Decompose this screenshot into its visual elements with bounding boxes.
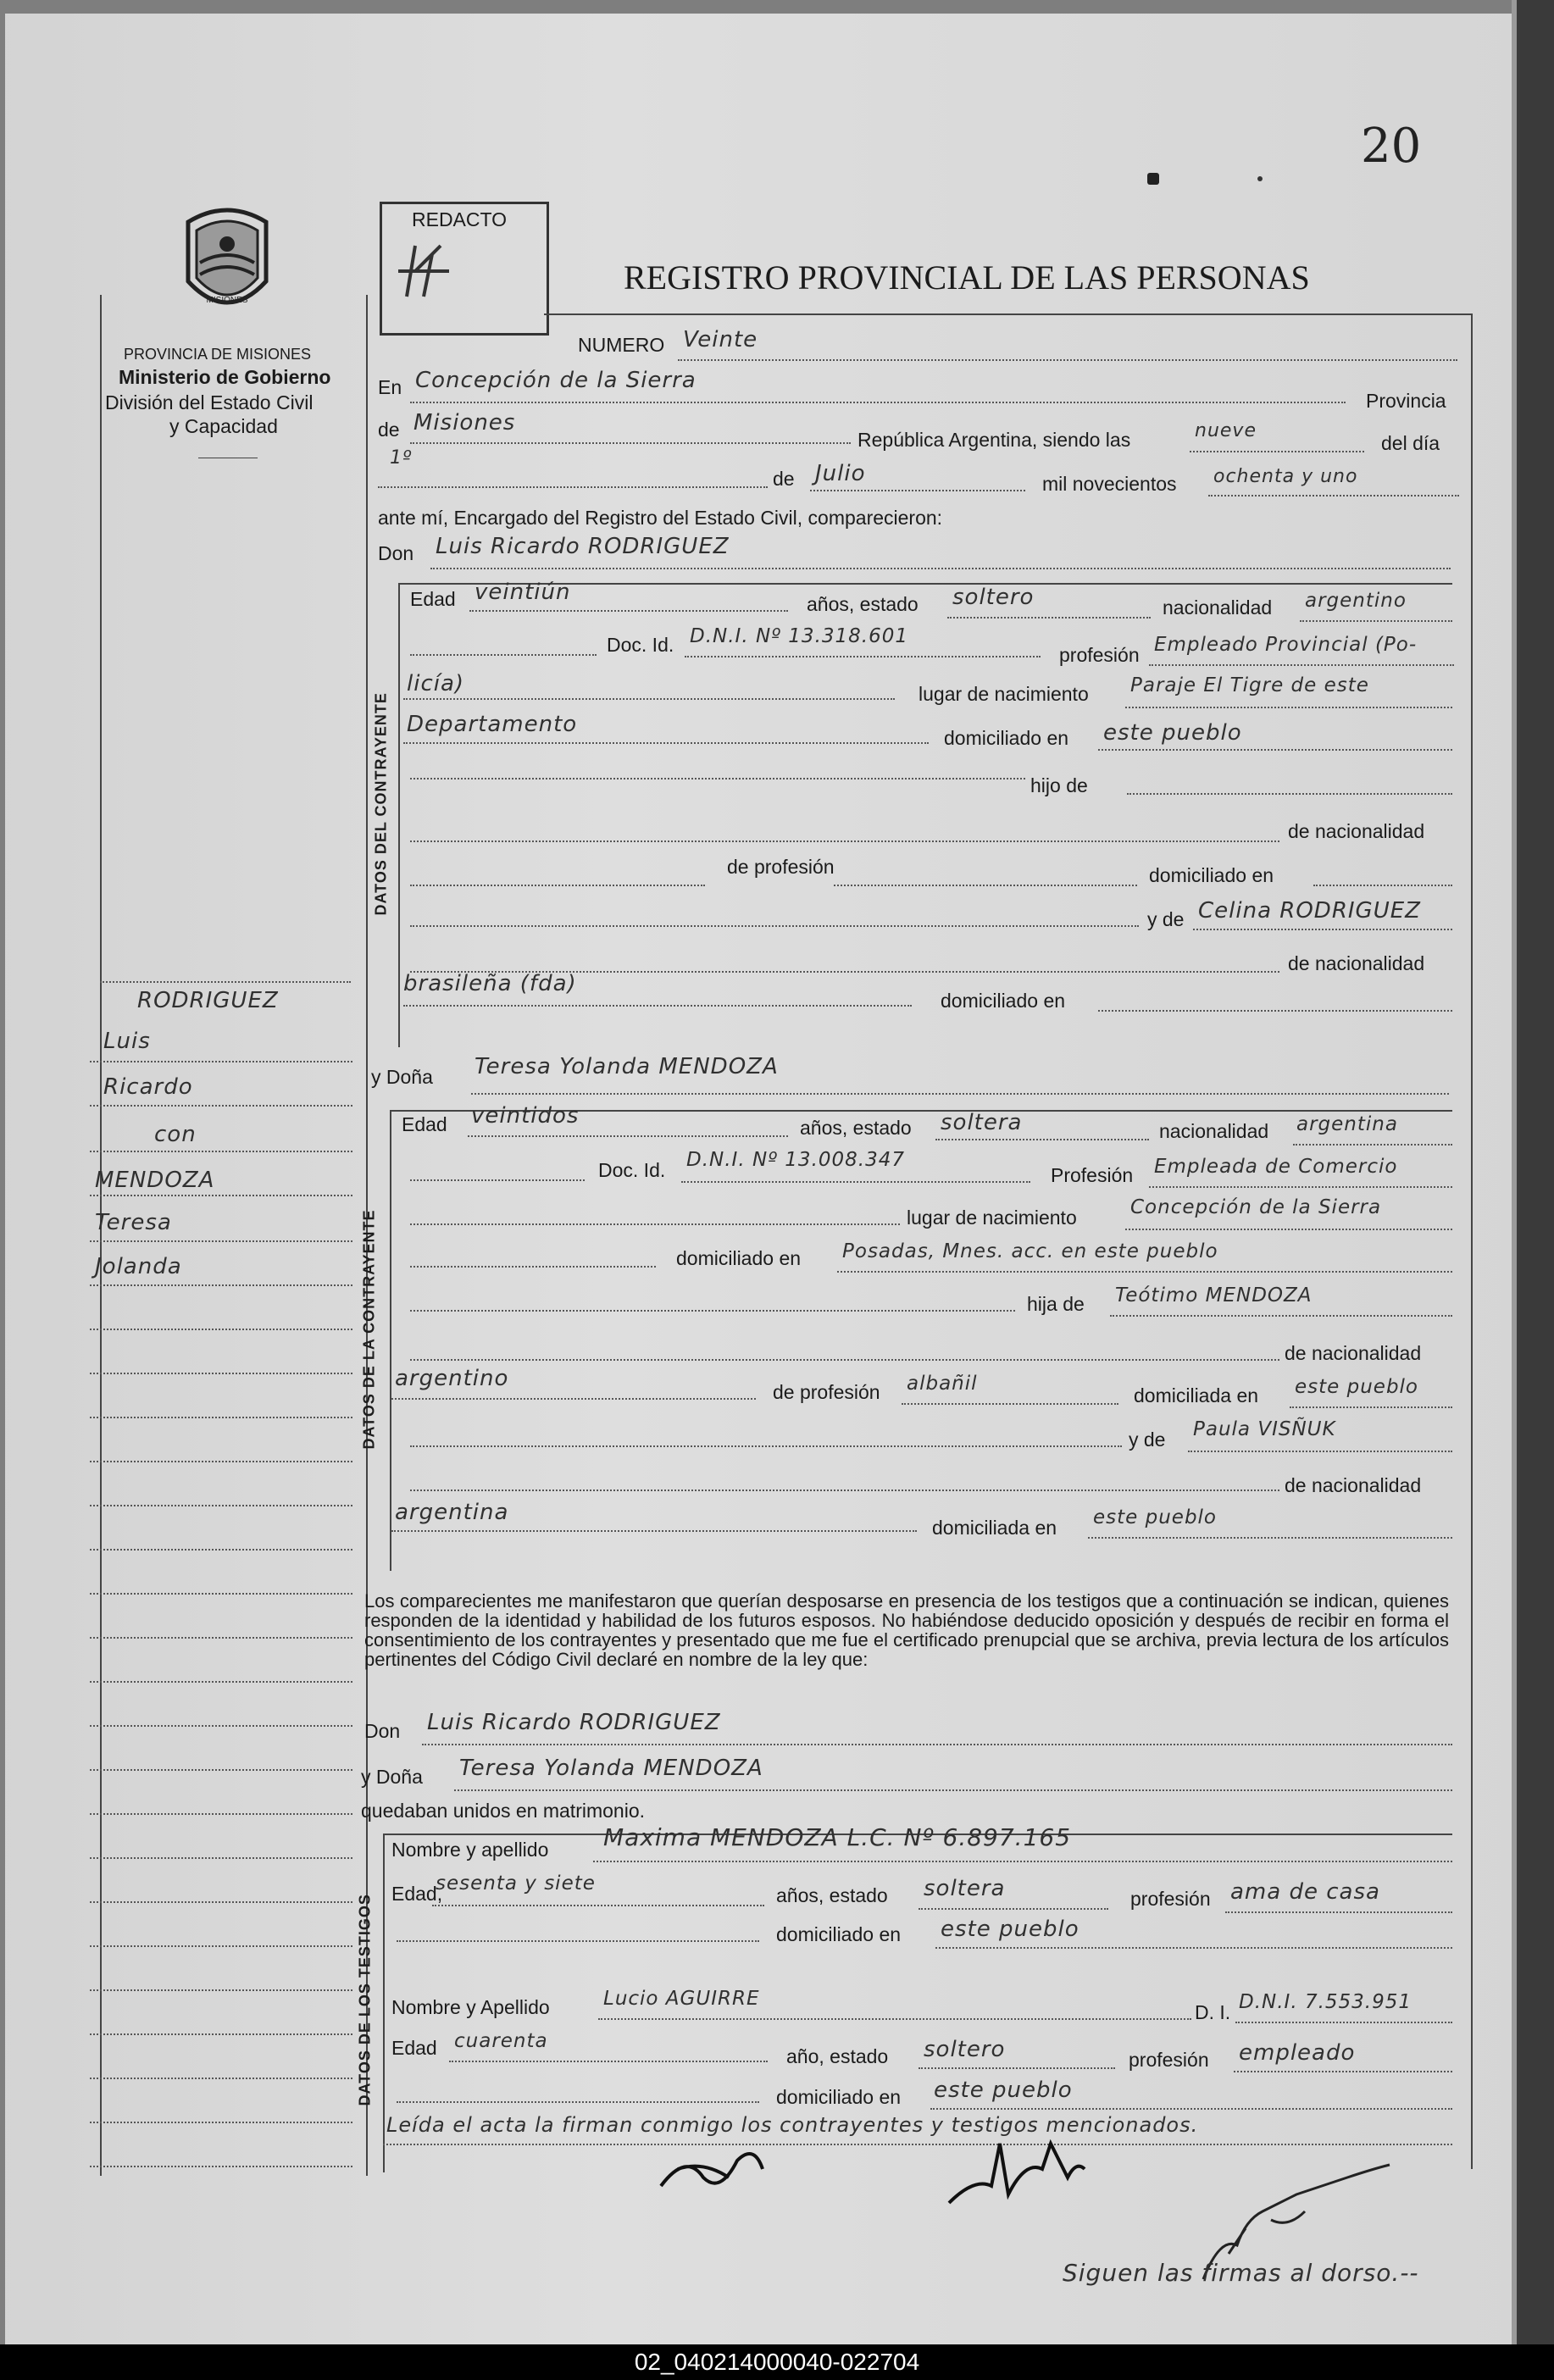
- del-dia-label: del día: [1381, 432, 1440, 454]
- decl-dona-label: y Doña: [361, 1766, 423, 1788]
- c-madre-dom-label: domiciliado en: [941, 990, 1066, 1012]
- contrayente-f-vertical-label: DATOS DE LA CONTRAYENTE: [360, 1209, 378, 1450]
- t2-edad-label: Edad: [391, 2037, 437, 2059]
- f-prof-label: Profesión: [1051, 1164, 1134, 1186]
- mes-line: [810, 490, 1025, 491]
- c-madre-nac-line: [403, 1005, 912, 1007]
- t2-di-value: D.N.I. 7.553.951: [1239, 1991, 1412, 2013]
- c-padre-dom-label: domiciliado en: [1149, 864, 1274, 886]
- redacto-initials: [390, 237, 458, 305]
- numero-value: Veinte: [683, 327, 758, 352]
- f-padre-nac-line: [391, 1398, 756, 1400]
- margin-rule: [90, 2122, 352, 2123]
- f-dom-pre-line: [410, 1266, 656, 1268]
- f-madre-line: [1188, 1451, 1452, 1452]
- form-title: REGISTRO PROVINCIAL DE LAS PERSONAS: [624, 258, 1310, 297]
- f-dom-line: [837, 1271, 1452, 1273]
- t2-prof-line: [1234, 2071, 1452, 2072]
- redacto-label: REDACTO: [412, 208, 508, 230]
- f-hija-pre-line: [410, 1310, 1015, 1312]
- c-prof-label: profesión: [1059, 644, 1140, 666]
- c-dom-label: domiciliado en: [944, 727, 1069, 749]
- c-nac-label: nacionalidad: [1163, 596, 1273, 619]
- c-lugar-label: lugar de nacimiento: [919, 683, 1089, 705]
- margin-rule: [90, 1945, 352, 1947]
- f-estado-line: [935, 1139, 1149, 1140]
- t2-di-line: [1235, 2022, 1452, 2023]
- decl-don-line: [422, 1744, 1452, 1745]
- republica-label: República Argentina, siendo las: [857, 429, 1131, 451]
- t1-estado-line: [919, 1908, 1108, 1910]
- f-estado-label: años, estado: [800, 1117, 912, 1139]
- f-padre-prof-value: albañil: [907, 1373, 978, 1395]
- f-lugar-label: lugar de nacimiento: [907, 1207, 1077, 1229]
- t1-nombre-label: Nombre y apellido: [391, 1839, 549, 1861]
- t2-estado-line: [919, 2067, 1115, 2069]
- t1-prof-line: [1225, 1911, 1452, 1913]
- left-column-border: [100, 295, 102, 2176]
- margin-rule: [90, 1151, 352, 1152]
- margin-rule: [90, 1813, 352, 1815]
- t2-edad-line: [449, 2061, 768, 2062]
- c-lugar-value-2: Departamento: [407, 712, 578, 737]
- t1-dom-value: este pueblo: [941, 1917, 1079, 1942]
- f-madre-nac-value: argentina: [395, 1500, 509, 1525]
- testigos-bracket: [383, 1834, 385, 2172]
- f-edad-value: veintidos: [471, 1103, 580, 1129]
- c-lugar-line: [1125, 707, 1452, 708]
- c-estado-value: soltero: [952, 585, 1035, 610]
- margin-rule: [90, 1549, 352, 1551]
- binding-edge: [1517, 0, 1554, 2380]
- c-doc-label: Doc. Id.: [607, 634, 674, 656]
- lugar-value: Concepción de la Sierra: [415, 368, 697, 393]
- numero-label: NUMERO: [578, 334, 665, 356]
- margin-rule: [90, 1593, 352, 1595]
- t1-nombre-value: Maxima MENDOZA L.C. Nº 6.897.165: [603, 1823, 1072, 1851]
- t2-edad-value: cuarenta: [454, 2030, 548, 2052]
- c-doc-line: [685, 656, 1041, 657]
- t2-dom-line: [930, 2108, 1452, 2110]
- de2-label: de: [773, 468, 795, 490]
- f-lugar-line: [1125, 1229, 1452, 1230]
- t1-prof-label: profesión: [1130, 1888, 1211, 1910]
- y-dona-label: y Doña: [371, 1066, 433, 1088]
- t1-estado-value: soltera: [924, 1876, 1006, 1901]
- anio-value: ochenta y uno: [1213, 466, 1358, 487]
- f-edad-label: Edad: [402, 1113, 447, 1135]
- t1-nombre-line: [593, 1861, 1452, 1862]
- closing-statement: Leída el acta la firman conmigo los contrayentes y testigos mencionados.: [386, 2113, 1199, 2137]
- margin-rule: [90, 1857, 352, 1859]
- c-madre-dom-line: [1098, 1010, 1452, 1012]
- f-padre-dom-value: este pueblo: [1295, 1376, 1419, 1398]
- c-madre-nac-value: brasileña (fda): [403, 971, 577, 996]
- hora-value: nueve: [1195, 420, 1257, 441]
- f-dom-value: Posadas, Mnes. acc. en este pueblo: [842, 1240, 1218, 1262]
- ink-dot: [1147, 173, 1159, 185]
- c-edad-label: Edad: [410, 588, 456, 610]
- c-padre-line-2: [1127, 793, 1452, 795]
- c-prof2-line: [403, 698, 895, 700]
- f-y-de-label: y de: [1129, 1429, 1166, 1451]
- decl-dona-value: Teresa Yolanda MENDOZA: [459, 1756, 763, 1781]
- f-doc-line: [681, 1181, 1030, 1183]
- image-id-footer: 02_040214000040-022704: [0, 2344, 1554, 2380]
- ante-label: ante mí, Encargado del Registro del Estado Civil, comparecieron:: [378, 507, 943, 529]
- t1-edad-value: sesenta y siete: [436, 1872, 596, 1895]
- c-dom-value: este pueblo: [1103, 720, 1242, 746]
- t1-edad-label: Edad,: [391, 1883, 443, 1905]
- margin-rule: [90, 1505, 352, 1506]
- c-madre-pre-line: [410, 925, 1139, 927]
- c-edad-value: veintiún: [475, 580, 571, 605]
- coat-of-arms-seal: [180, 197, 275, 324]
- don-line: [430, 568, 1451, 569]
- t2-nombre-line: [598, 2018, 1191, 2020]
- margin-rule: [90, 1637, 352, 1639]
- contrayente-bracket: [398, 583, 400, 1047]
- don-value: Luis Ricardo RODRIGUEZ: [436, 534, 730, 559]
- provincia-value: Misiones: [413, 410, 516, 436]
- dona-value: Teresa Yolanda MENDOZA: [475, 1054, 779, 1079]
- f-prof-value: Empleada de Comercio: [1154, 1156, 1398, 1178]
- t2-nombre-label: Nombre y Apellido: [391, 1996, 550, 2018]
- c-nac-line: [1300, 620, 1452, 622]
- seal-text: MISIONES: [206, 296, 248, 305]
- margin-rule: [90, 1989, 352, 1991]
- f-de-prof-label: de profesión: [773, 1381, 880, 1403]
- f-padre-prof-line: [902, 1403, 1118, 1405]
- f-padre-dom-label: domiciliada en: [1134, 1384, 1259, 1406]
- t2-di-label: D. I.: [1195, 2001, 1231, 2023]
- t2-dom-value: este pueblo: [934, 2078, 1073, 2103]
- f-madre-nac-label: de nacionalidad: [1285, 1474, 1422, 1496]
- t2-prof-label: profesión: [1129, 2049, 1209, 2071]
- margin-note-7: Jolanda: [95, 1254, 182, 1279]
- margin-rule: [90, 1329, 352, 1330]
- t1-estado-label: años, estado: [776, 1884, 888, 1906]
- f-doc-label: Doc. Id.: [598, 1159, 666, 1181]
- right-border: [1471, 313, 1473, 2169]
- t2-estado-label: año, estado: [786, 2045, 889, 2067]
- f-doc-pre-line: [410, 1179, 585, 1181]
- margin-note-3: Ricardo: [103, 1074, 193, 1100]
- f-prof-line: [1149, 1186, 1452, 1188]
- siguen-firmas-note: Siguen las firmas al dorso.--: [1063, 2259, 1419, 2287]
- en-label: En: [378, 376, 402, 398]
- c-edad-line: [469, 610, 788, 612]
- c-madre-line: [1193, 929, 1452, 930]
- f-lugar-pre-line: [410, 1223, 900, 1225]
- margin-rule: [90, 1195, 352, 1196]
- margin-rule: [90, 1105, 352, 1107]
- t2-dom-pre-line: [397, 2101, 759, 2103]
- f-padre-value: Teótimo MENDOZA: [1115, 1284, 1313, 1307]
- c-nac-value: argentino: [1305, 590, 1407, 612]
- provincia-label: Provincia: [1366, 390, 1446, 412]
- margin-rule: [90, 1769, 352, 1771]
- ink-dot: [1257, 176, 1263, 181]
- margin-rule: [90, 1461, 352, 1462]
- f-nac-label: nacionalidad: [1159, 1120, 1269, 1142]
- contrayente-vertical-label: DATOS DEL CONTRAYENTE: [372, 692, 390, 916]
- f-doc-value: D.N.I. Nº 13.008.347: [686, 1149, 905, 1171]
- hora-line: [1190, 451, 1364, 452]
- f-estado-value: soltera: [941, 1110, 1023, 1135]
- f-madre-dom-value: este pueblo: [1093, 1506, 1218, 1528]
- f-nac-line: [1293, 1144, 1452, 1146]
- c-padre-line-3: [410, 840, 1279, 842]
- t2-nombre-value: Lucio AGUIRRE: [603, 1988, 760, 2010]
- dia-line: [378, 486, 768, 488]
- margin-rule: [90, 1901, 352, 1903]
- t1-edad-line: [432, 1905, 764, 1906]
- margin-rule: [90, 1240, 352, 1242]
- c-padre-prof-line: [834, 885, 1137, 886]
- c-de-prof-label: de profesión: [727, 856, 835, 878]
- numero-line: [678, 359, 1457, 361]
- t1-dom-line: [935, 1947, 1452, 1949]
- f-edad-line: [468, 1135, 788, 1137]
- c-estado-line: [947, 617, 1151, 619]
- mes-value: Julio: [815, 461, 866, 486]
- decl-don-value: Luis Ricardo RODRIGUEZ: [427, 1710, 721, 1735]
- c-madre-value: Celina RODRIGUEZ: [1198, 898, 1421, 924]
- t1-dom-label: domiciliado en: [776, 1923, 902, 1945]
- de-label: de: [378, 419, 400, 441]
- c-padre-nac-line: [410, 885, 705, 886]
- margin-rule: [90, 2078, 352, 2079]
- margin-rule: [90, 1725, 352, 1727]
- t2-prof-value: empleado: [1239, 2040, 1356, 2066]
- mil-label: mil novecientos: [1042, 473, 1177, 495]
- c-lugar2-line: [403, 742, 929, 744]
- margin-note-6: Teresa: [95, 1210, 172, 1235]
- c-de-nac-label: de nacionalidad: [1288, 820, 1425, 842]
- decl-dona-line: [454, 1789, 1452, 1791]
- c-prof-line: [1149, 664, 1454, 666]
- t2-dom-label: domiciliado en: [776, 2086, 902, 2108]
- division-name: División del Estado Civil: [105, 391, 314, 413]
- signature-1: [652, 2135, 771, 2203]
- margin-rule: [90, 1284, 352, 1286]
- margin-rule: [90, 1061, 352, 1062]
- c-padre-line-1: [410, 778, 1025, 779]
- c-hijo-label: hijo de: [1030, 774, 1088, 796]
- c-padre-dom-line: [1313, 885, 1452, 886]
- c-madre-nac-label: de nacionalidad: [1288, 952, 1425, 974]
- c-dom-line: [1098, 749, 1452, 751]
- margin-rule: [90, 1417, 352, 1418]
- ministry-name: Ministerio de Gobierno: [119, 366, 331, 388]
- top-border-right: [544, 313, 1471, 315]
- don-label: Don: [378, 542, 414, 564]
- f-madre-nac-line: [391, 1530, 917, 1532]
- contrayente-f-bracket: [390, 1110, 391, 1571]
- c-lugar-value-1: Paraje El Tigre de este: [1130, 674, 1369, 696]
- f-madre-dom-line: [1088, 1537, 1452, 1539]
- margin-note-1: RODRIGUEZ: [137, 988, 279, 1013]
- margin-rule: [90, 1681, 352, 1683]
- c-y-de-label: y de: [1147, 908, 1185, 930]
- f-nac-value: argentina: [1296, 1113, 1398, 1135]
- division-name-2: y Capacidad: [169, 415, 278, 437]
- f-madre-pre-line: [410, 1445, 1122, 1447]
- c-doc-pre-line: [410, 654, 597, 656]
- t1-prof-value: ama de casa: [1230, 1879, 1380, 1905]
- f-lugar-value: Concepción de la Sierra: [1130, 1196, 1382, 1218]
- decl-don-label: Don: [364, 1720, 401, 1742]
- c-prof-value-2: licía): [407, 671, 465, 696]
- t2-estado-value: soltero: [924, 2037, 1006, 2062]
- f-madre-dom-label: domiciliada en: [932, 1517, 1057, 1539]
- margin-note-2: Luis: [103, 1029, 151, 1054]
- margin-rule: [90, 2166, 352, 2167]
- signature-2: [941, 2127, 1093, 2220]
- f-padre-nac-value: argentino: [395, 1366, 509, 1391]
- provincia-line: [410, 442, 851, 444]
- margin-rule: [90, 1373, 352, 1374]
- dia-value: 1º: [390, 447, 413, 469]
- quedaban-label: quedaban unidos en matrimonio.: [361, 1800, 646, 1822]
- margin-line: [100, 981, 351, 983]
- f-dom-label: domiciliado en: [676, 1247, 802, 1269]
- f-padre-line-2: [410, 1359, 1279, 1361]
- declaration-paragraph: Los comparecientes me manifestaron que querían desposarse en presencia de los testigos que a continuación se indican, quienes responden de la identidad y habilidad de los futuros esposos. No habiéndose deducido oposición y después de recibir en forma el consentimiento de los contrayentes y presentado que me fue el certificado prenupcial que se archiva, previa lectura de los artículos pertinentes del Código Civil declaré en nombre de la ley que:: [364, 1590, 1449, 1670]
- c-doc-value: D.N.I. Nº 13.318.601: [690, 625, 908, 647]
- t1-dom-pre-line: [397, 1940, 759, 1942]
- margin-note-4: con: [154, 1122, 197, 1147]
- f-padre-dom-line: [1290, 1406, 1452, 1408]
- margin-note-5: MENDOZA: [95, 1168, 215, 1193]
- f-de-nac-label: de nacionalidad: [1285, 1342, 1422, 1364]
- province-name: PROVINCIA DE MISIONES: [124, 346, 312, 363]
- margin-rule: [90, 2033, 352, 2035]
- c-estado-label: años, estado: [807, 593, 919, 615]
- closing-line: [383, 2144, 1452, 2145]
- f-hija-label: hija de: [1027, 1293, 1085, 1315]
- testigos-vertical-label: DATOS DE LOS TESTIGOS: [356, 1894, 374, 2106]
- dona-line: [471, 1093, 1449, 1095]
- page-number: 20: [1361, 119, 1422, 174]
- lugar-line: [410, 402, 1346, 403]
- f-padre-line: [1110, 1315, 1452, 1317]
- anio-line: [1208, 495, 1459, 497]
- c-prof-value-1: Empleado Provincial (Po-: [1154, 634, 1418, 656]
- f-madre-value: Paula VISÑUK: [1193, 1418, 1336, 1440]
- f-madre-line-2: [410, 1490, 1279, 1491]
